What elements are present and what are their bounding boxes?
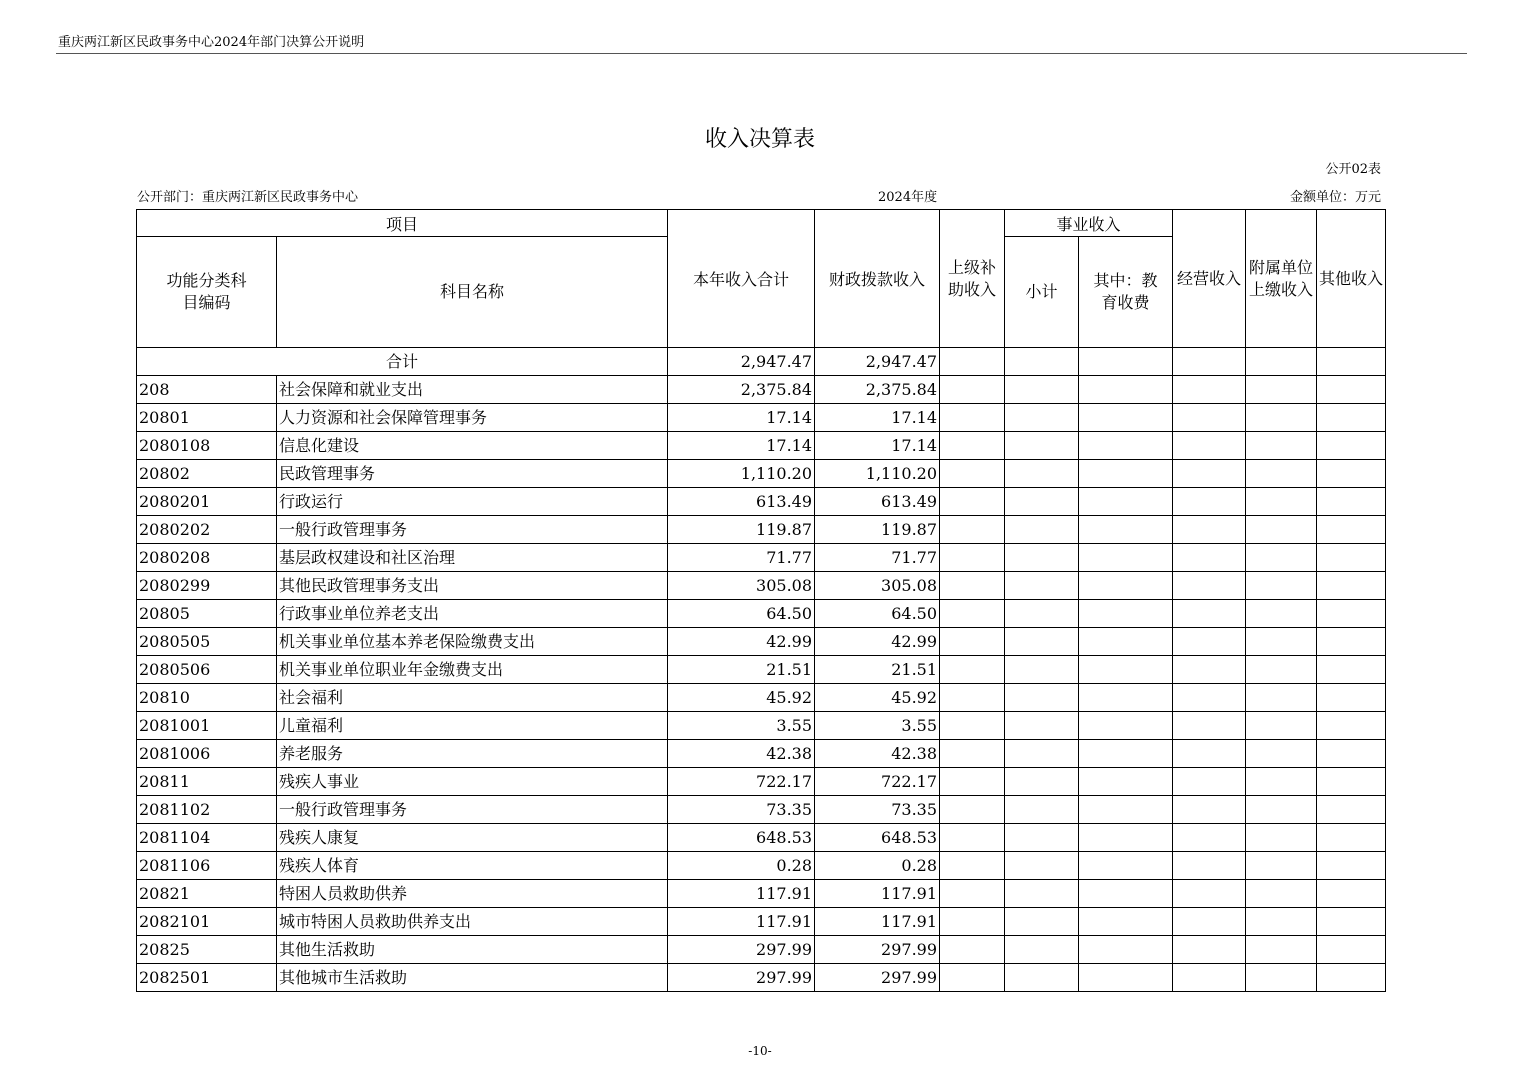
education-fee-cell bbox=[1079, 516, 1173, 544]
operating-income-cell bbox=[1173, 628, 1246, 656]
total-income-cell: 71.77 bbox=[668, 544, 815, 572]
header-fiscal-income: 财政拨款收入 bbox=[815, 210, 940, 348]
income-table bbox=[136, 209, 1386, 992]
other-income-cell bbox=[1317, 544, 1386, 572]
subject-name-cell: 社会保障和就业支出 bbox=[277, 376, 668, 404]
education-fee-cell bbox=[1079, 544, 1173, 572]
subject-code-cell: 2081102 bbox=[137, 796, 277, 824]
empty-cell bbox=[1246, 348, 1317, 376]
empty-cell bbox=[1317, 348, 1386, 376]
operating-income-cell bbox=[1173, 880, 1246, 908]
subject-code-cell: 2082101 bbox=[137, 908, 277, 936]
education-fee-cell bbox=[1079, 824, 1173, 852]
subject-code-cell: 2081006 bbox=[137, 740, 277, 768]
education-fee-cell bbox=[1079, 768, 1173, 796]
other-income-cell bbox=[1317, 628, 1386, 656]
fiscal-income-cell: 71.77 bbox=[815, 544, 940, 572]
header-affiliated-income: 附属单位上缴收入 bbox=[1246, 210, 1317, 348]
operating-income-cell bbox=[1173, 544, 1246, 572]
affiliated-income-cell bbox=[1246, 964, 1317, 992]
fiscal-income-cell: 42.99 bbox=[815, 628, 940, 656]
education-fee-cell bbox=[1079, 740, 1173, 768]
subject-name-cell: 行政事业单位养老支出 bbox=[277, 600, 668, 628]
subject-code-cell: 2082501 bbox=[137, 964, 277, 992]
education-fee-cell bbox=[1079, 628, 1173, 656]
subject-code-cell: 2081001 bbox=[137, 712, 277, 740]
superior-subsidy-cell bbox=[940, 628, 1005, 656]
header-divider bbox=[56, 53, 1467, 54]
subject-name-cell: 残疾人事业 bbox=[277, 768, 668, 796]
business-subtotal-cell bbox=[1005, 600, 1079, 628]
superior-subsidy-cell bbox=[940, 376, 1005, 404]
subject-name-cell: 行政运行 bbox=[277, 488, 668, 516]
table-row bbox=[137, 768, 1386, 796]
table-row bbox=[137, 964, 1386, 992]
table-row bbox=[137, 656, 1386, 684]
other-income-cell bbox=[1317, 712, 1386, 740]
affiliated-income-cell bbox=[1246, 600, 1317, 628]
table-row bbox=[137, 460, 1386, 488]
subject-name-cell: 机关事业单位基本养老保险缴费支出 bbox=[277, 628, 668, 656]
education-fee-cell bbox=[1079, 460, 1173, 488]
education-fee-cell bbox=[1079, 964, 1173, 992]
affiliated-income-cell bbox=[1246, 936, 1317, 964]
superior-subsidy-cell bbox=[940, 572, 1005, 600]
business-subtotal-cell bbox=[1005, 656, 1079, 684]
page-number: -10- bbox=[748, 1044, 772, 1058]
superior-subsidy-cell bbox=[940, 880, 1005, 908]
affiliated-income-cell bbox=[1246, 768, 1317, 796]
affiliated-income-cell bbox=[1246, 880, 1317, 908]
superior-subsidy-cell bbox=[940, 796, 1005, 824]
superior-subsidy-cell bbox=[940, 852, 1005, 880]
affiliated-income-cell bbox=[1246, 376, 1317, 404]
affiliated-income-cell bbox=[1246, 852, 1317, 880]
other-income-cell bbox=[1317, 768, 1386, 796]
subject-name-cell: 城市特困人员救助供养支出 bbox=[277, 908, 668, 936]
table-row bbox=[137, 712, 1386, 740]
empty-cell bbox=[940, 348, 1005, 376]
other-income-cell bbox=[1317, 964, 1386, 992]
business-subtotal-cell bbox=[1005, 964, 1079, 992]
table-row bbox=[137, 404, 1386, 432]
education-fee-cell bbox=[1079, 572, 1173, 600]
superior-subsidy-cell bbox=[940, 712, 1005, 740]
affiliated-income-cell bbox=[1246, 796, 1317, 824]
table-row bbox=[137, 488, 1386, 516]
affiliated-income-cell bbox=[1246, 908, 1317, 936]
other-income-cell bbox=[1317, 684, 1386, 712]
other-income-cell bbox=[1317, 656, 1386, 684]
table-row bbox=[137, 908, 1386, 936]
subject-code-cell: 2080202 bbox=[137, 516, 277, 544]
subject-name-cell: 信息化建设 bbox=[277, 432, 668, 460]
fiscal-income-cell: 21.51 bbox=[815, 656, 940, 684]
superior-subsidy-cell bbox=[940, 768, 1005, 796]
affiliated-income-cell bbox=[1246, 404, 1317, 432]
table-row bbox=[137, 544, 1386, 572]
business-subtotal-cell bbox=[1005, 880, 1079, 908]
other-income-cell bbox=[1317, 488, 1386, 516]
total-income-cell: 73.35 bbox=[668, 796, 815, 824]
fiscal-income-cell: 648.53 bbox=[815, 824, 940, 852]
other-income-cell bbox=[1317, 740, 1386, 768]
education-fee-cell bbox=[1079, 488, 1173, 516]
operating-income-cell bbox=[1173, 852, 1246, 880]
education-fee-cell bbox=[1079, 908, 1173, 936]
total-income-cell: 3.55 bbox=[668, 712, 815, 740]
operating-income-cell bbox=[1173, 740, 1246, 768]
subject-name-cell: 残疾人体育 bbox=[277, 852, 668, 880]
header-function-code: 功能分类科目编码 bbox=[137, 237, 277, 348]
superior-subsidy-cell bbox=[940, 936, 1005, 964]
subject-name-cell: 人力资源和社会保障管理事务 bbox=[277, 404, 668, 432]
operating-income-cell bbox=[1173, 404, 1246, 432]
total-income-cell: 117.91 bbox=[668, 880, 815, 908]
business-subtotal-cell bbox=[1005, 936, 1079, 964]
total-income-cell: 45.92 bbox=[668, 684, 815, 712]
subject-code-cell: 208 bbox=[137, 376, 277, 404]
total-income-cell: 42.99 bbox=[668, 628, 815, 656]
subject-name-cell: 养老服务 bbox=[277, 740, 668, 768]
fiscal-year-label: 2024年度 bbox=[878, 190, 938, 205]
other-income-cell bbox=[1317, 880, 1386, 908]
total-income-cell: 297.99 bbox=[668, 936, 815, 964]
affiliated-income-cell bbox=[1246, 572, 1317, 600]
affiliated-income-cell bbox=[1246, 516, 1317, 544]
amount-unit-label: 金额单位：万元 bbox=[1289, 190, 1381, 205]
fiscal-income-cell: 17.14 bbox=[815, 432, 940, 460]
subject-name-cell: 特困人员救助供养 bbox=[277, 880, 668, 908]
affiliated-income-cell bbox=[1246, 712, 1317, 740]
superior-subsidy-cell bbox=[940, 740, 1005, 768]
superior-subsidy-cell bbox=[940, 656, 1005, 684]
subject-code-cell: 2081104 bbox=[137, 824, 277, 852]
affiliated-income-cell bbox=[1246, 684, 1317, 712]
fiscal-income-cell: 1,110.20 bbox=[815, 460, 940, 488]
fiscal-income-cell: 73.35 bbox=[815, 796, 940, 824]
table-row bbox=[137, 600, 1386, 628]
table-row bbox=[137, 740, 1386, 768]
header-education-fee: 其中：教育收费 bbox=[1079, 237, 1173, 348]
business-subtotal-cell bbox=[1005, 824, 1079, 852]
subject-code-cell: 2080506 bbox=[137, 656, 277, 684]
table-row bbox=[137, 824, 1386, 852]
business-subtotal-cell bbox=[1005, 376, 1079, 404]
superior-subsidy-cell bbox=[940, 460, 1005, 488]
superior-subsidy-cell bbox=[940, 684, 1005, 712]
operating-income-cell bbox=[1173, 936, 1246, 964]
table-row bbox=[137, 684, 1386, 712]
affiliated-income-cell bbox=[1246, 460, 1317, 488]
affiliated-income-cell bbox=[1246, 824, 1317, 852]
operating-income-cell bbox=[1173, 432, 1246, 460]
other-income-cell bbox=[1317, 796, 1386, 824]
header-other-income: 其他收入 bbox=[1317, 210, 1386, 348]
other-income-cell bbox=[1317, 908, 1386, 936]
superior-subsidy-cell bbox=[940, 908, 1005, 936]
superior-subsidy-cell bbox=[940, 404, 1005, 432]
table-row bbox=[137, 880, 1386, 908]
total-income-cell: 2,947.47 bbox=[668, 348, 815, 376]
fiscal-income-cell: 2,375.84 bbox=[815, 376, 940, 404]
other-income-cell bbox=[1317, 600, 1386, 628]
header-item: 项目 bbox=[137, 210, 668, 237]
fiscal-income-cell: 305.08 bbox=[815, 572, 940, 600]
education-fee-cell bbox=[1079, 712, 1173, 740]
subject-code-cell: 20810 bbox=[137, 684, 277, 712]
fiscal-income-cell: 0.28 bbox=[815, 852, 940, 880]
education-fee-cell bbox=[1079, 376, 1173, 404]
other-income-cell bbox=[1317, 516, 1386, 544]
affiliated-income-cell bbox=[1246, 432, 1317, 460]
total-income-cell: 0.28 bbox=[668, 852, 815, 880]
operating-income-cell bbox=[1173, 460, 1246, 488]
subject-name-cell: 社会福利 bbox=[277, 684, 668, 712]
empty-cell bbox=[1173, 348, 1246, 376]
total-fiscal-cell: 2,947.47 bbox=[815, 348, 940, 376]
subject-code-cell: 20805 bbox=[137, 600, 277, 628]
business-subtotal-cell bbox=[1005, 796, 1079, 824]
fiscal-income-cell: 3.55 bbox=[815, 712, 940, 740]
header-subtotal: 小计 bbox=[1005, 237, 1079, 348]
total-income-cell: 297.99 bbox=[668, 964, 815, 992]
superior-subsidy-cell bbox=[940, 544, 1005, 572]
table-row bbox=[137, 852, 1386, 880]
education-fee-cell bbox=[1079, 684, 1173, 712]
business-subtotal-cell bbox=[1005, 628, 1079, 656]
business-subtotal-cell bbox=[1005, 516, 1079, 544]
fiscal-income-cell: 119.87 bbox=[815, 516, 940, 544]
fiscal-income-cell: 42.38 bbox=[815, 740, 940, 768]
business-subtotal-cell bbox=[1005, 740, 1079, 768]
subject-name-cell: 一般行政管理事务 bbox=[277, 516, 668, 544]
operating-income-cell bbox=[1173, 656, 1246, 684]
table-row bbox=[137, 628, 1386, 656]
affiliated-income-cell bbox=[1246, 628, 1317, 656]
education-fee-cell bbox=[1079, 656, 1173, 684]
header-subject-name: 科目名称 bbox=[277, 237, 668, 348]
other-income-cell bbox=[1317, 404, 1386, 432]
other-income-cell bbox=[1317, 936, 1386, 964]
total-income-cell: 2,375.84 bbox=[668, 376, 815, 404]
department-label: 公开部门：重庆两江新区民政事务中心 bbox=[137, 190, 359, 205]
empty-cell bbox=[1005, 348, 1079, 376]
header-operating-income: 经营收入 bbox=[1173, 210, 1246, 348]
superior-subsidy-cell bbox=[940, 432, 1005, 460]
fiscal-income-cell: 297.99 bbox=[815, 964, 940, 992]
subject-name-cell: 一般行政管理事务 bbox=[277, 796, 668, 824]
subject-code-cell: 20821 bbox=[137, 880, 277, 908]
total-income-cell: 17.14 bbox=[668, 432, 815, 460]
other-income-cell bbox=[1317, 852, 1386, 880]
subject-code-cell: 2080201 bbox=[137, 488, 277, 516]
subject-name-cell: 其他城市生活救助 bbox=[277, 964, 668, 992]
business-subtotal-cell bbox=[1005, 572, 1079, 600]
operating-income-cell bbox=[1173, 824, 1246, 852]
table-row bbox=[137, 516, 1386, 544]
total-label: 合计 bbox=[137, 348, 668, 376]
subject-code-cell: 2080108 bbox=[137, 432, 277, 460]
superior-subsidy-cell bbox=[940, 600, 1005, 628]
table-body bbox=[137, 376, 1386, 992]
fiscal-income-cell: 613.49 bbox=[815, 488, 940, 516]
subject-name-cell: 儿童福利 bbox=[277, 712, 668, 740]
total-income-cell: 17.14 bbox=[668, 404, 815, 432]
subject-name-cell: 机关事业单位职业年金缴费支出 bbox=[277, 656, 668, 684]
education-fee-cell bbox=[1079, 852, 1173, 880]
business-subtotal-cell bbox=[1005, 488, 1079, 516]
business-subtotal-cell bbox=[1005, 404, 1079, 432]
subject-name-cell: 基层政权建设和社区治理 bbox=[277, 544, 668, 572]
total-income-cell: 648.53 bbox=[668, 824, 815, 852]
business-subtotal-cell bbox=[1005, 432, 1079, 460]
superior-subsidy-cell bbox=[940, 516, 1005, 544]
other-income-cell bbox=[1317, 432, 1386, 460]
page-title: 收入决算表 bbox=[704, 127, 815, 152]
subject-code-cell: 20811 bbox=[137, 768, 277, 796]
operating-income-cell bbox=[1173, 796, 1246, 824]
subject-code-cell: 20802 bbox=[137, 460, 277, 488]
education-fee-cell bbox=[1079, 404, 1173, 432]
business-subtotal-cell bbox=[1005, 908, 1079, 936]
empty-cell bbox=[1079, 348, 1173, 376]
operating-income-cell bbox=[1173, 684, 1246, 712]
subject-code-cell: 20825 bbox=[137, 936, 277, 964]
table-row bbox=[137, 572, 1386, 600]
fiscal-income-cell: 17.14 bbox=[815, 404, 940, 432]
total-income-cell: 42.38 bbox=[668, 740, 815, 768]
fiscal-income-cell: 297.99 bbox=[815, 936, 940, 964]
affiliated-income-cell bbox=[1246, 740, 1317, 768]
total-income-cell: 305.08 bbox=[668, 572, 815, 600]
business-subtotal-cell bbox=[1005, 684, 1079, 712]
superior-subsidy-cell bbox=[940, 488, 1005, 516]
subject-code-cell: 2080299 bbox=[137, 572, 277, 600]
business-subtotal-cell bbox=[1005, 712, 1079, 740]
total-income-cell: 613.49 bbox=[668, 488, 815, 516]
operating-income-cell bbox=[1173, 376, 1246, 404]
affiliated-income-cell bbox=[1246, 544, 1317, 572]
operating-income-cell bbox=[1173, 964, 1246, 992]
operating-income-cell bbox=[1173, 516, 1246, 544]
header-business-income: 事业收入 bbox=[1005, 210, 1173, 237]
superior-subsidy-cell bbox=[940, 824, 1005, 852]
education-fee-cell bbox=[1079, 796, 1173, 824]
table-row bbox=[137, 376, 1386, 404]
education-fee-cell bbox=[1079, 432, 1173, 460]
education-fee-cell bbox=[1079, 880, 1173, 908]
operating-income-cell bbox=[1173, 908, 1246, 936]
subject-name-cell: 其他民政管理事务支出 bbox=[277, 572, 668, 600]
header-superior-subsidy: 上级补助收入 bbox=[940, 210, 1005, 348]
subject-code-cell: 2080505 bbox=[137, 628, 277, 656]
business-subtotal-cell bbox=[1005, 460, 1079, 488]
education-fee-cell bbox=[1079, 600, 1173, 628]
fiscal-income-cell: 45.92 bbox=[815, 684, 940, 712]
other-income-cell bbox=[1317, 824, 1386, 852]
total-income-cell: 64.50 bbox=[668, 600, 815, 628]
subject-code-cell: 20801 bbox=[137, 404, 277, 432]
fiscal-income-cell: 117.91 bbox=[815, 880, 940, 908]
affiliated-income-cell bbox=[1246, 656, 1317, 684]
form-number: 公开02表 bbox=[1325, 162, 1381, 177]
table-row bbox=[137, 936, 1386, 964]
operating-income-cell bbox=[1173, 572, 1246, 600]
total-income-cell: 722.17 bbox=[668, 768, 815, 796]
total-income-cell: 21.51 bbox=[668, 656, 815, 684]
total-row bbox=[137, 348, 1386, 376]
subject-name-cell: 其他生活救助 bbox=[277, 936, 668, 964]
operating-income-cell bbox=[1173, 488, 1246, 516]
fiscal-income-cell: 64.50 bbox=[815, 600, 940, 628]
education-fee-cell bbox=[1079, 936, 1173, 964]
other-income-cell bbox=[1317, 376, 1386, 404]
affiliated-income-cell bbox=[1246, 488, 1317, 516]
other-income-cell bbox=[1317, 572, 1386, 600]
subject-name-cell: 民政管理事务 bbox=[277, 460, 668, 488]
total-income-cell: 117.91 bbox=[668, 908, 815, 936]
business-subtotal-cell bbox=[1005, 544, 1079, 572]
operating-income-cell bbox=[1173, 768, 1246, 796]
subject-name-cell: 残疾人康复 bbox=[277, 824, 668, 852]
fiscal-income-cell: 722.17 bbox=[815, 768, 940, 796]
document-header: 重庆两江新区民政事务中心2024年部门决算公开说明 bbox=[58, 35, 365, 50]
table-row bbox=[137, 432, 1386, 460]
operating-income-cell bbox=[1173, 712, 1246, 740]
operating-income-cell bbox=[1173, 600, 1246, 628]
subject-code-cell: 2081106 bbox=[137, 852, 277, 880]
total-income-cell: 1,110.20 bbox=[668, 460, 815, 488]
total-income-cell: 119.87 bbox=[668, 516, 815, 544]
table-row bbox=[137, 796, 1386, 824]
subject-code-cell: 2080208 bbox=[137, 544, 277, 572]
business-subtotal-cell bbox=[1005, 852, 1079, 880]
business-subtotal-cell bbox=[1005, 768, 1079, 796]
other-income-cell bbox=[1317, 460, 1386, 488]
superior-subsidy-cell bbox=[940, 964, 1005, 992]
header-total-income: 本年收入合计 bbox=[668, 210, 815, 348]
fiscal-income-cell: 117.91 bbox=[815, 908, 940, 936]
